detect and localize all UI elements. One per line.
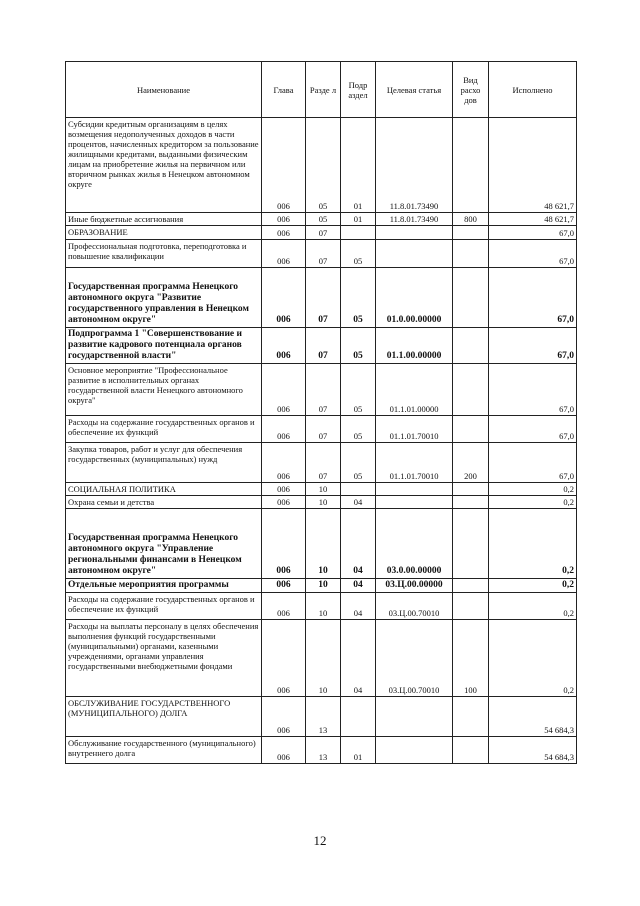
cell-name: Субсидии кредитным организациям в целях возмещения недополученных доходов в части процентов, начисленных кредитором за пользование жилищными кредитами, выданными физическим лицам на приобретение жилья на первичном или вторичном рынках жилья в Ненецком автономном округе [66, 118, 262, 213]
cell-subsection: 01 [341, 118, 376, 213]
table-row [66, 268, 577, 328]
cell-subsection: 01 [341, 213, 376, 226]
cell-chapter: 006 [262, 118, 306, 213]
cell-target: 03.Ц.00.70010 [376, 620, 453, 697]
header-chapter: Глава [262, 62, 306, 118]
cell-target: 03.Ц.00.00000 [376, 579, 453, 593]
cell-target: 11.8.01.73490 [376, 118, 453, 213]
cell-target: 03.Ц.00.70010 [376, 593, 453, 620]
cell-section: 13 [306, 737, 341, 764]
cell-name: ОБРАЗОВАНИЕ [66, 226, 262, 240]
cell-subsection: 05 [341, 268, 376, 328]
cell-amount: 0,2 [489, 509, 577, 579]
cell-chapter: 006 [262, 240, 306, 268]
header-expense-type: Вид расхо дов [453, 62, 489, 118]
cell-name: Иные бюджетные ассигнования [66, 213, 262, 226]
table-row [66, 737, 577, 764]
cell-expense-type [453, 697, 489, 737]
table-row [66, 443, 577, 483]
cell-expense-type [453, 509, 489, 579]
cell-name: Закупка товаров, работ и услуг для обеспечения государственных (муниципальных) нужд [66, 443, 262, 483]
cell-section: 05 [306, 118, 341, 213]
header-target: Целевая статья [376, 62, 453, 118]
cell-expense-type [453, 226, 489, 240]
cell-subsection: 05 [341, 364, 376, 416]
cell-expense-type [453, 496, 489, 509]
cell-amount: 48 621,7 [489, 213, 577, 226]
cell-chapter: 006 [262, 509, 306, 579]
cell-target: 01.1.01.70010 [376, 443, 453, 483]
cell-subsection: 04 [341, 496, 376, 509]
cell-subsection: 04 [341, 509, 376, 579]
cell-name: СОЦИАЛЬНАЯ ПОЛИТИКА [66, 483, 262, 496]
cell-subsection: 04 [341, 579, 376, 593]
cell-chapter: 006 [262, 443, 306, 483]
header-subsection: Подр аздел [341, 62, 376, 118]
cell-target: 01.1.01.70010 [376, 416, 453, 443]
cell-name: ОБСЛУЖИВАНИЕ ГОСУДАРСТВЕННОГО (МУНИЦИПАЛЬНОГО) ДОЛГА [66, 697, 262, 737]
cell-target [376, 226, 453, 240]
cell-amount: 54 684,3 [489, 737, 577, 764]
cell-section: 10 [306, 620, 341, 697]
table-row [66, 226, 577, 240]
table-header-row [66, 62, 577, 118]
cell-chapter: 006 [262, 268, 306, 328]
cell-expense-type [453, 240, 489, 268]
cell-section: 10 [306, 579, 341, 593]
cell-expense-type [453, 364, 489, 416]
cell-expense-type [453, 118, 489, 213]
cell-amount: 67,0 [489, 416, 577, 443]
cell-section: 07 [306, 268, 341, 328]
cell-amount: 67,0 [489, 443, 577, 483]
cell-name: Государственная программа Ненецкого автономного округа "Управление региональными финансами в Ненецком автономном округе" [66, 509, 262, 579]
cell-subsection: 04 [341, 593, 376, 620]
cell-subsection: 01 [341, 737, 376, 764]
cell-amount: 67,0 [489, 328, 577, 364]
cell-amount: 67,0 [489, 226, 577, 240]
cell-chapter: 006 [262, 226, 306, 240]
cell-chapter: 006 [262, 579, 306, 593]
cell-target: 01.1.01.00000 [376, 364, 453, 416]
cell-section: 07 [306, 443, 341, 483]
cell-name: Обслуживание государственного (муниципального) внутреннего долга [66, 737, 262, 764]
cell-target: 03.0.00.00000 [376, 509, 453, 579]
table-row [66, 496, 577, 509]
table-row [66, 328, 577, 364]
table-row [66, 416, 577, 443]
cell-target [376, 697, 453, 737]
table-row [66, 118, 577, 213]
cell-amount: 0,2 [489, 483, 577, 496]
header-section: Разде л [306, 62, 341, 118]
cell-name: Государственная программа Ненецкого автономного округа "Развитие государственного управления в Ненецком автономном округе" [66, 268, 262, 328]
cell-chapter: 006 [262, 416, 306, 443]
cell-target [376, 496, 453, 509]
cell-amount: 67,0 [489, 268, 577, 328]
cell-expense-type [453, 593, 489, 620]
cell-amount: 0,2 [489, 620, 577, 697]
table-row [66, 483, 577, 496]
cell-name: Расходы на содержание государственных органов и обеспечение их функций [66, 416, 262, 443]
header-name: Наименование [66, 62, 262, 118]
cell-section: 07 [306, 364, 341, 416]
page-number: 12 [313, 833, 327, 848]
cell-target: 01.0.00.00000 [376, 268, 453, 328]
cell-expense-type [453, 328, 489, 364]
cell-amount: 67,0 [489, 240, 577, 268]
cell-subsection [341, 483, 376, 496]
cell-name: Расходы на содержание государственных органов и обеспечение их функций [66, 593, 262, 620]
cell-target [376, 483, 453, 496]
header-executed: Исполнено [489, 62, 577, 118]
cell-target [376, 737, 453, 764]
cell-target [376, 240, 453, 268]
cell-section: 10 [306, 483, 341, 496]
cell-section: 07 [306, 328, 341, 364]
table-row [66, 213, 577, 226]
table-row [66, 620, 577, 697]
cell-subsection: 04 [341, 620, 376, 697]
cell-chapter: 006 [262, 593, 306, 620]
cell-section: 10 [306, 593, 341, 620]
cell-name: Охрана семьи и детства [66, 496, 262, 509]
cell-name: Подпрограмма 1 "Совершенствование и развитие кадрового потенциала органов государственной власти" [66, 328, 262, 364]
cell-section: 07 [306, 416, 341, 443]
cell-subsection: 05 [341, 328, 376, 364]
cell-chapter: 006 [262, 496, 306, 509]
budget-table [65, 61, 577, 764]
cell-expense-type [453, 483, 489, 496]
cell-section: 07 [306, 226, 341, 240]
cell-expense-type [453, 416, 489, 443]
cell-expense-type: 100 [453, 620, 489, 697]
cell-chapter: 006 [262, 328, 306, 364]
cell-subsection [341, 697, 376, 737]
cell-name: Профессиональная подготовка, переподготовка и повышение квалификации [66, 240, 262, 268]
table-row [66, 240, 577, 268]
table-row [66, 364, 577, 416]
cell-expense-type [453, 579, 489, 593]
cell-expense-type [453, 737, 489, 764]
cell-chapter: 006 [262, 213, 306, 226]
cell-subsection: 05 [341, 443, 376, 483]
cell-subsection: 05 [341, 240, 376, 268]
cell-name: Отдельные мероприятия программы [66, 579, 262, 593]
cell-section: 10 [306, 509, 341, 579]
cell-chapter: 006 [262, 737, 306, 764]
cell-section: 13 [306, 697, 341, 737]
cell-section: 05 [306, 213, 341, 226]
table-row [66, 509, 577, 579]
cell-expense-type: 200 [453, 443, 489, 483]
cell-subsection [341, 226, 376, 240]
table-row [66, 593, 577, 620]
cell-name: Расходы на выплаты персоналу в целях обеспечения выполнения функций государственными (муниципальными) органами, казенными учреждениями, органами управления государственными внебюджетными фондами [66, 620, 262, 697]
cell-name: Основное мероприятие "Профессиональное развитие в исполнительных органах государственной власти Ненецкого автономного округа" [66, 364, 262, 416]
cell-amount: 0,2 [489, 579, 577, 593]
cell-expense-type: 800 [453, 213, 489, 226]
table-row [66, 697, 577, 737]
cell-amount: 54 684,3 [489, 697, 577, 737]
cell-chapter: 006 [262, 620, 306, 697]
cell-amount: 0,2 [489, 593, 577, 620]
cell-expense-type [453, 268, 489, 328]
cell-target: 01.1.00.00000 [376, 328, 453, 364]
cell-amount: 48 621,7 [489, 118, 577, 213]
cell-section: 07 [306, 240, 341, 268]
cell-chapter: 006 [262, 483, 306, 496]
cell-amount: 67,0 [489, 364, 577, 416]
cell-amount: 0,2 [489, 496, 577, 509]
cell-section: 10 [306, 496, 341, 509]
cell-subsection: 05 [341, 416, 376, 443]
cell-target: 11.8.01.73490 [376, 213, 453, 226]
cell-chapter: 006 [262, 364, 306, 416]
cell-chapter: 006 [262, 697, 306, 737]
table-row [66, 579, 577, 593]
